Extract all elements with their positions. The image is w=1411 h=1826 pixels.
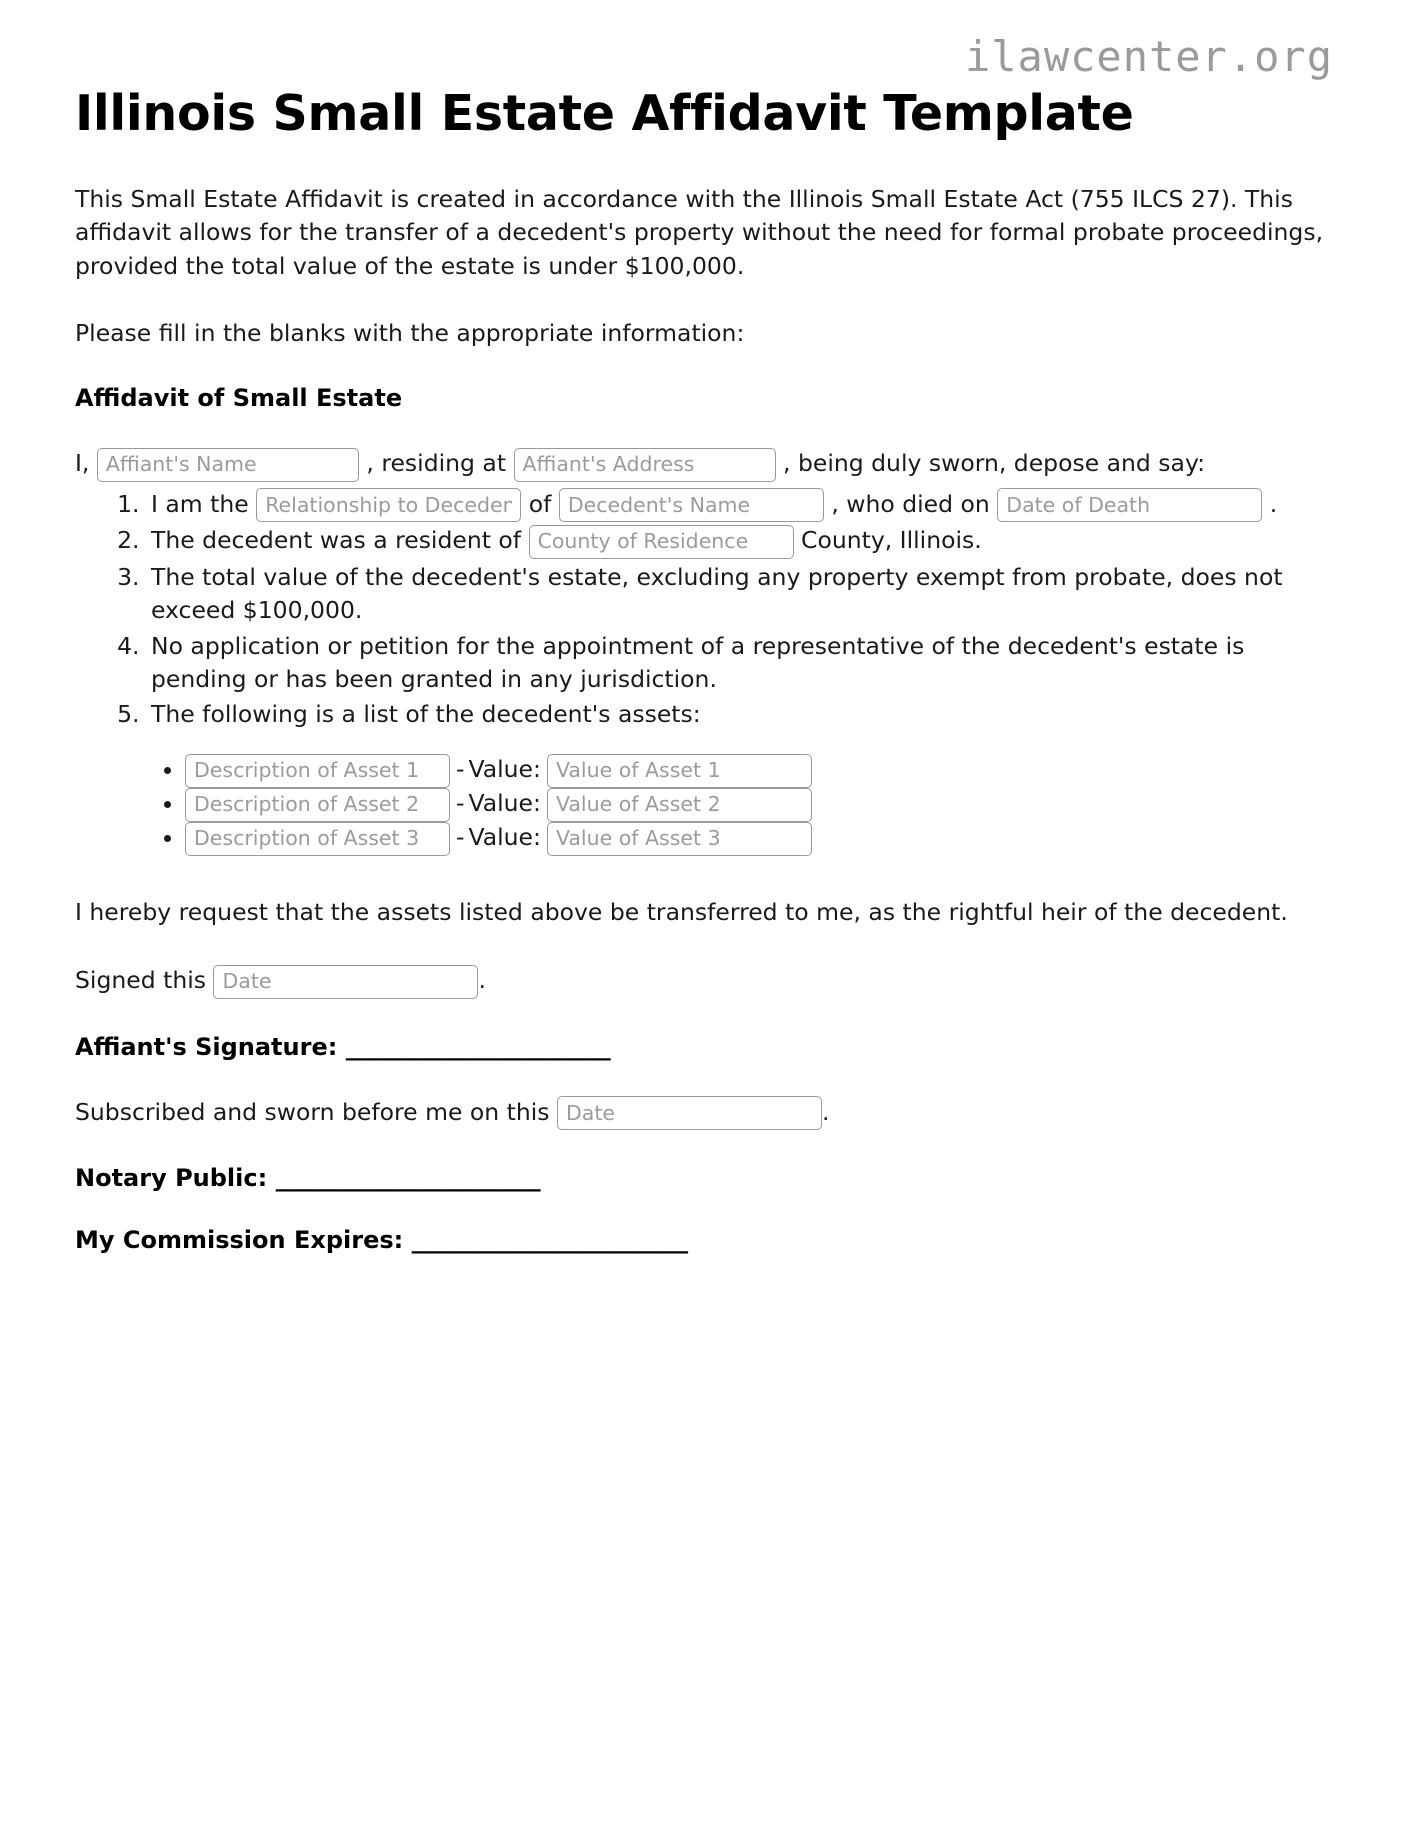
commission-expires-line <box>75 1226 1336 1254</box>
claim-item-1 <box>147 488 1336 523</box>
notary-date-input[interactable] <box>557 1096 822 1130</box>
notary-statement-suffix: . <box>822 1097 830 1126</box>
request-paragraph: I hereby request that the assets listed above be transferred to me, as the rightful heir of the decedent. <box>75 897 1288 926</box>
statement-tail: , being duly sworn, depose and say: <box>783 449 1206 478</box>
relationship-input[interactable] <box>256 488 521 522</box>
asset-value-input-3[interactable] <box>547 822 812 856</box>
asset-row <box>185 822 1336 856</box>
signed-date-line <box>75 963 1336 999</box>
asset-value-input-1[interactable] <box>547 754 812 788</box>
claim-item-2 <box>147 524 1336 559</box>
assets-list <box>75 754 1336 856</box>
county-of-residence-input[interactable] <box>529 525 794 559</box>
signed-suffix: . <box>478 966 486 994</box>
claim-item-5: 5. The following is a list of the decedent's assets: <box>147 698 1336 731</box>
section-heading-affidavit: Affidavit of Small Estate <box>75 384 403 413</box>
claim-item-3: 3. The total value of the decedent's estate, excluding any property exempt from probate, does not exceed $100,000. <box>147 561 1336 628</box>
claims-list <box>75 488 1336 732</box>
spacer <box>75 856 1336 896</box>
affiant-address-input[interactable] <box>514 448 776 482</box>
asset-dash: - <box>456 789 465 818</box>
spacer <box>75 1192 1336 1226</box>
spacer <box>75 929 1336 963</box>
affiant-name-input[interactable] <box>97 448 359 482</box>
statement-lead: I, <box>75 449 90 478</box>
affiant-signature-rule[interactable]: _______________________ <box>345 1032 611 1061</box>
decedent-name-input[interactable] <box>559 488 824 522</box>
spacer <box>75 141 1336 183</box>
spacer <box>75 350 1336 384</box>
spacer <box>75 412 1336 446</box>
claim2-part1: The decedent was a resident of <box>151 526 522 555</box>
spacer <box>75 283 1336 317</box>
claim1-part4: . <box>1269 489 1278 518</box>
statement-mid: , residing at <box>366 449 507 478</box>
asset-row <box>185 788 1336 822</box>
affiant-signature-line <box>75 1033 1336 1061</box>
affiant-signature-label: Affiant's Signature: <box>75 1032 338 1061</box>
asset-description-input-2[interactable] <box>185 788 450 822</box>
notary-public-rule[interactable]: _______________________ <box>275 1164 541 1192</box>
asset-value-label: Value: <box>468 823 541 852</box>
site-watermark: ilawcenter.org <box>964 32 1333 81</box>
claim1-part2: of <box>528 489 552 518</box>
notary-sworn-line <box>75 1095 1336 1131</box>
date-of-death-input[interactable] <box>997 488 1262 522</box>
spacer <box>75 999 1336 1033</box>
claim1-part1: I am the <box>151 489 249 518</box>
asset-description-input-3[interactable] <box>185 822 450 856</box>
signed-date-input[interactable] <box>213 965 478 999</box>
asset-dash: - <box>456 755 465 784</box>
asset-description-input-1[interactable] <box>185 754 450 788</box>
notary-public-line <box>75 1164 1336 1192</box>
spacer <box>75 1130 1336 1164</box>
commission-expires-label: My Commission Expires: <box>75 1226 404 1254</box>
claim2-part2: County, Illinois. <box>801 526 982 555</box>
notary-statement-prefix: Subscribed and sworn before me on this <box>75 1097 550 1126</box>
asset-dash: - <box>456 823 465 852</box>
claim1-part3: , who died on <box>831 489 990 518</box>
sworn-statement <box>75 446 1336 482</box>
commission-expires-rule[interactable]: ________________________ <box>411 1226 688 1254</box>
claim-item-4: 4. No application or petition for the appointment of a representative of the decedent's estate is pending or has been granted in any jurisdiction. <box>147 630 1336 697</box>
page-title: Illinois Small Estate Affidavit Template <box>75 85 1134 142</box>
asset-value-label: Value: <box>468 755 541 784</box>
asset-value-input-2[interactable] <box>547 788 812 822</box>
spacer <box>75 1061 1336 1095</box>
intro-instruction: Please fill in the blanks with the appropriate information: <box>75 318 745 347</box>
asset-value-label: Value: <box>468 789 541 818</box>
signed-prefix: Signed this <box>75 966 206 994</box>
notary-public-label: Notary Public: <box>75 1164 268 1192</box>
asset-row <box>185 754 1336 788</box>
intro-paragraph: This Small Estate Affidavit is created in accordance with the Illinois Small Estate Act (755 ILCS 27). This affidavit allows for the transfer of a decedent's property without the need for formal probate proceedings, provided the total value of the estate is under $100,000. <box>75 184 1324 280</box>
